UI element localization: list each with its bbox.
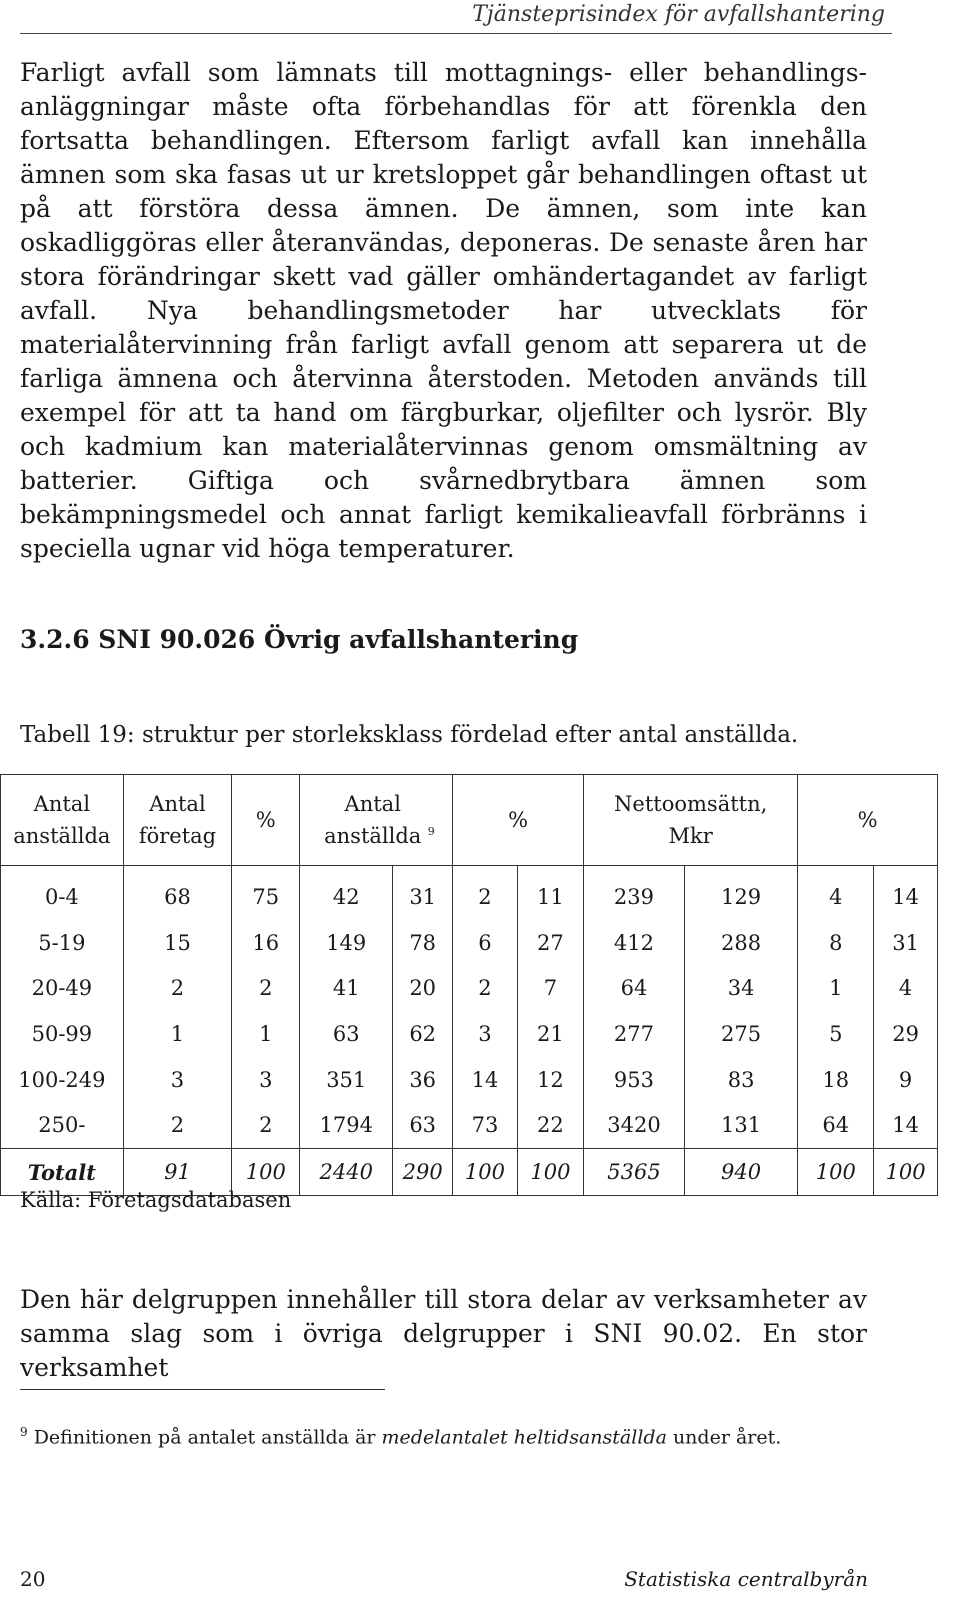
table-cell: 31 [892,930,919,955]
table-row [1,1102,938,1148]
table-header-row [1,775,938,866]
col-header-pct-companies: % [232,775,300,866]
size-class-cell: 0-4 [1,866,124,920]
table-cell: 83 [684,1057,797,1103]
table-cell: 5 [798,1011,874,1057]
table-source: Källa: Företagsdatabasen [20,1188,292,1212]
table-cell: 31 [393,866,453,920]
table-cell: 2 [123,965,232,1011]
table-cell: 63 [300,1011,393,1057]
table-row [1,1011,938,1057]
table-cell: 940 [684,1149,797,1196]
size-class-cell: 100-249 [1,1057,124,1103]
table-cell: 2440 [300,1149,393,1196]
table-cell: 100 [874,1149,938,1196]
size-class-cell: 50-99 [1,1011,124,1057]
running-header: Tjänsteprisindex för avfallshantering [472,2,885,27]
col-header-size-class: Antal anställda [1,775,124,866]
table-cell: 239 [584,866,685,920]
section-heading: 3.2.6 SNI 90.026 Övrig avfallshantering [20,625,579,654]
footnote-text-after: under året. [666,1426,782,1449]
table-cell: 953 [584,1057,685,1103]
size-class-cell: 250- [1,1102,124,1148]
table-cell: 9 [898,1067,913,1092]
table-cell: 2 [123,1102,232,1148]
footnote-mark: 9 [20,1425,28,1439]
footnote-text-italic: medelantalet heltidsanställda [381,1426,667,1449]
table-cell: 5365 [584,1149,685,1196]
footnote [20,1425,781,1448]
header-rule [20,33,892,34]
col-header-pct-employees: % [453,775,584,866]
table-cell: 277 [584,1011,685,1057]
table-cell: 3 [123,1057,232,1103]
col-header-companies: Antal företag [123,775,232,866]
table-cell: 91 [123,1149,232,1196]
table-cell: 68 [123,866,232,920]
table-cell: 62 [393,1011,453,1057]
table-cell: 351 [300,1057,393,1103]
table-cell: 6 [453,920,518,966]
paragraph-subgroup: Den här delgruppen innehåller till stora delar av verksamheter av samma slag som i övriga delgrupper i SNI 90.02. En stor verksamhet [20,1285,867,1382]
table-cell: 288 [684,920,797,966]
table-cell: 64 [584,965,685,1011]
size-class-cell: 20-49 [1,965,124,1011]
table-cell: 64 [798,1102,874,1148]
footnote-text-before: Definitionen på antalet anställda är [33,1426,382,1449]
table-cell: 7 [517,965,583,1011]
page-number: 20 [20,1567,46,1591]
table-cell: 412 [584,920,685,966]
table-cell: 131 [684,1102,797,1148]
table-cell: 3 [232,1057,300,1103]
size-class-cell: 5-19 [1,920,124,966]
table-cell: 14 [892,884,919,909]
table-cell: 1 [798,965,874,1011]
table-cell: 129 [684,866,797,920]
table-cell: 78 [393,920,453,966]
table-cell: 3420 [584,1102,685,1148]
structure-table [0,774,938,1196]
table-cell: 100 [453,1149,518,1196]
col-header-pct-turnover: % [798,775,938,866]
table-cell: 275 [684,1011,797,1057]
col-header-employees [300,775,453,866]
table-cell: 2 [232,1102,300,1148]
table-cell: 2 [232,965,300,1011]
size-class-cell: Totalt [1,1149,124,1196]
table-cell: 36 [393,1057,453,1103]
table-cell: 22 [517,1102,583,1148]
table-cell: 41 [300,965,393,1011]
table-cell: 100 [798,1149,874,1196]
table-cell: 8 [798,920,874,966]
table-cell: 20 [393,965,453,1011]
table-cell: 14 [453,1057,518,1103]
table-cell: 4 [898,976,913,1001]
table-cell: 11 [517,866,583,920]
table-cell: 34 [684,965,797,1011]
col-header-employees-label: Antal anställda [324,792,422,848]
table-cell: 1794 [300,1102,393,1148]
table-cell: 12 [517,1057,583,1103]
table-cell: 15 [123,920,232,966]
table-cell: 75 [232,866,300,920]
col-header-turnover: Nettoomsättn, Mkr [584,775,798,866]
table-cell: 42 [300,866,393,920]
footnote-ref: 9 [427,825,435,838]
table-row [1,965,938,1011]
table-cell: 1 [232,1011,300,1057]
table-cell: 290 [393,1149,453,1196]
table-cell: 16 [232,920,300,966]
table-cell: 149 [300,920,393,966]
table-cell: 63 [393,1102,453,1148]
table-cell: 2 [453,965,518,1011]
footnote-rule [20,1389,385,1390]
table-row [1,1057,938,1103]
table-cell: 18 [798,1057,874,1103]
table-cell: 100 [232,1149,300,1196]
table-cell: 4 [798,866,874,920]
table-cell: 2 [453,866,518,920]
table-cell: 100 [517,1149,583,1196]
table-cell: 3 [453,1011,518,1057]
table-cell: 29 [892,1021,919,1046]
table-cell: 27 [517,920,583,966]
table-cell: 1 [123,1011,232,1057]
table-caption: Tabell 19: struktur per storleksklass fördelad efter antal anställda. [20,722,799,748]
table-row [1,866,938,920]
table-row [1,920,938,966]
paragraph-hazardous-waste: Farligt avfall som lämnats till mottagnings- eller behandlings-anläggningar måste ofta förbehandlas för att förenkla den fortsatta behandlingen. Eftersom farligt avfall kan innehålla ämnen som ska fasas ut ur kretsloppet går behandlingen oftast ut på att förstöra dessa ämnen. De ämnen, som inte kan oskadliggöras eller återanvändas, deponeras. De senaste åren har stora förändringar skett vad gäller omhändertagandet av farligt avfall. Nya behandlingsmetoder har utvecklats för materialåtervinning från farligt avfall genom att separera ut de farliga ämnena och återvinna återstoden. Metoden används till exempel för att ta hand om färgburkar, oljefilter och lysrör. Bly och kadmium kan materialåtervinnas genom omsmältning av batterier. Giftiga och svårnedbrytbara ämnen som bekämpningsmedel och annat farligt kemikalieavfall förbränns i speciella ugnar vid höga temperaturer. [20,58,867,563]
table-cell: 14 [892,1113,919,1138]
publisher: Statistiska centralbyrån [624,1567,868,1591]
table-cell: 21 [517,1011,583,1057]
table-cell: 73 [453,1102,518,1148]
